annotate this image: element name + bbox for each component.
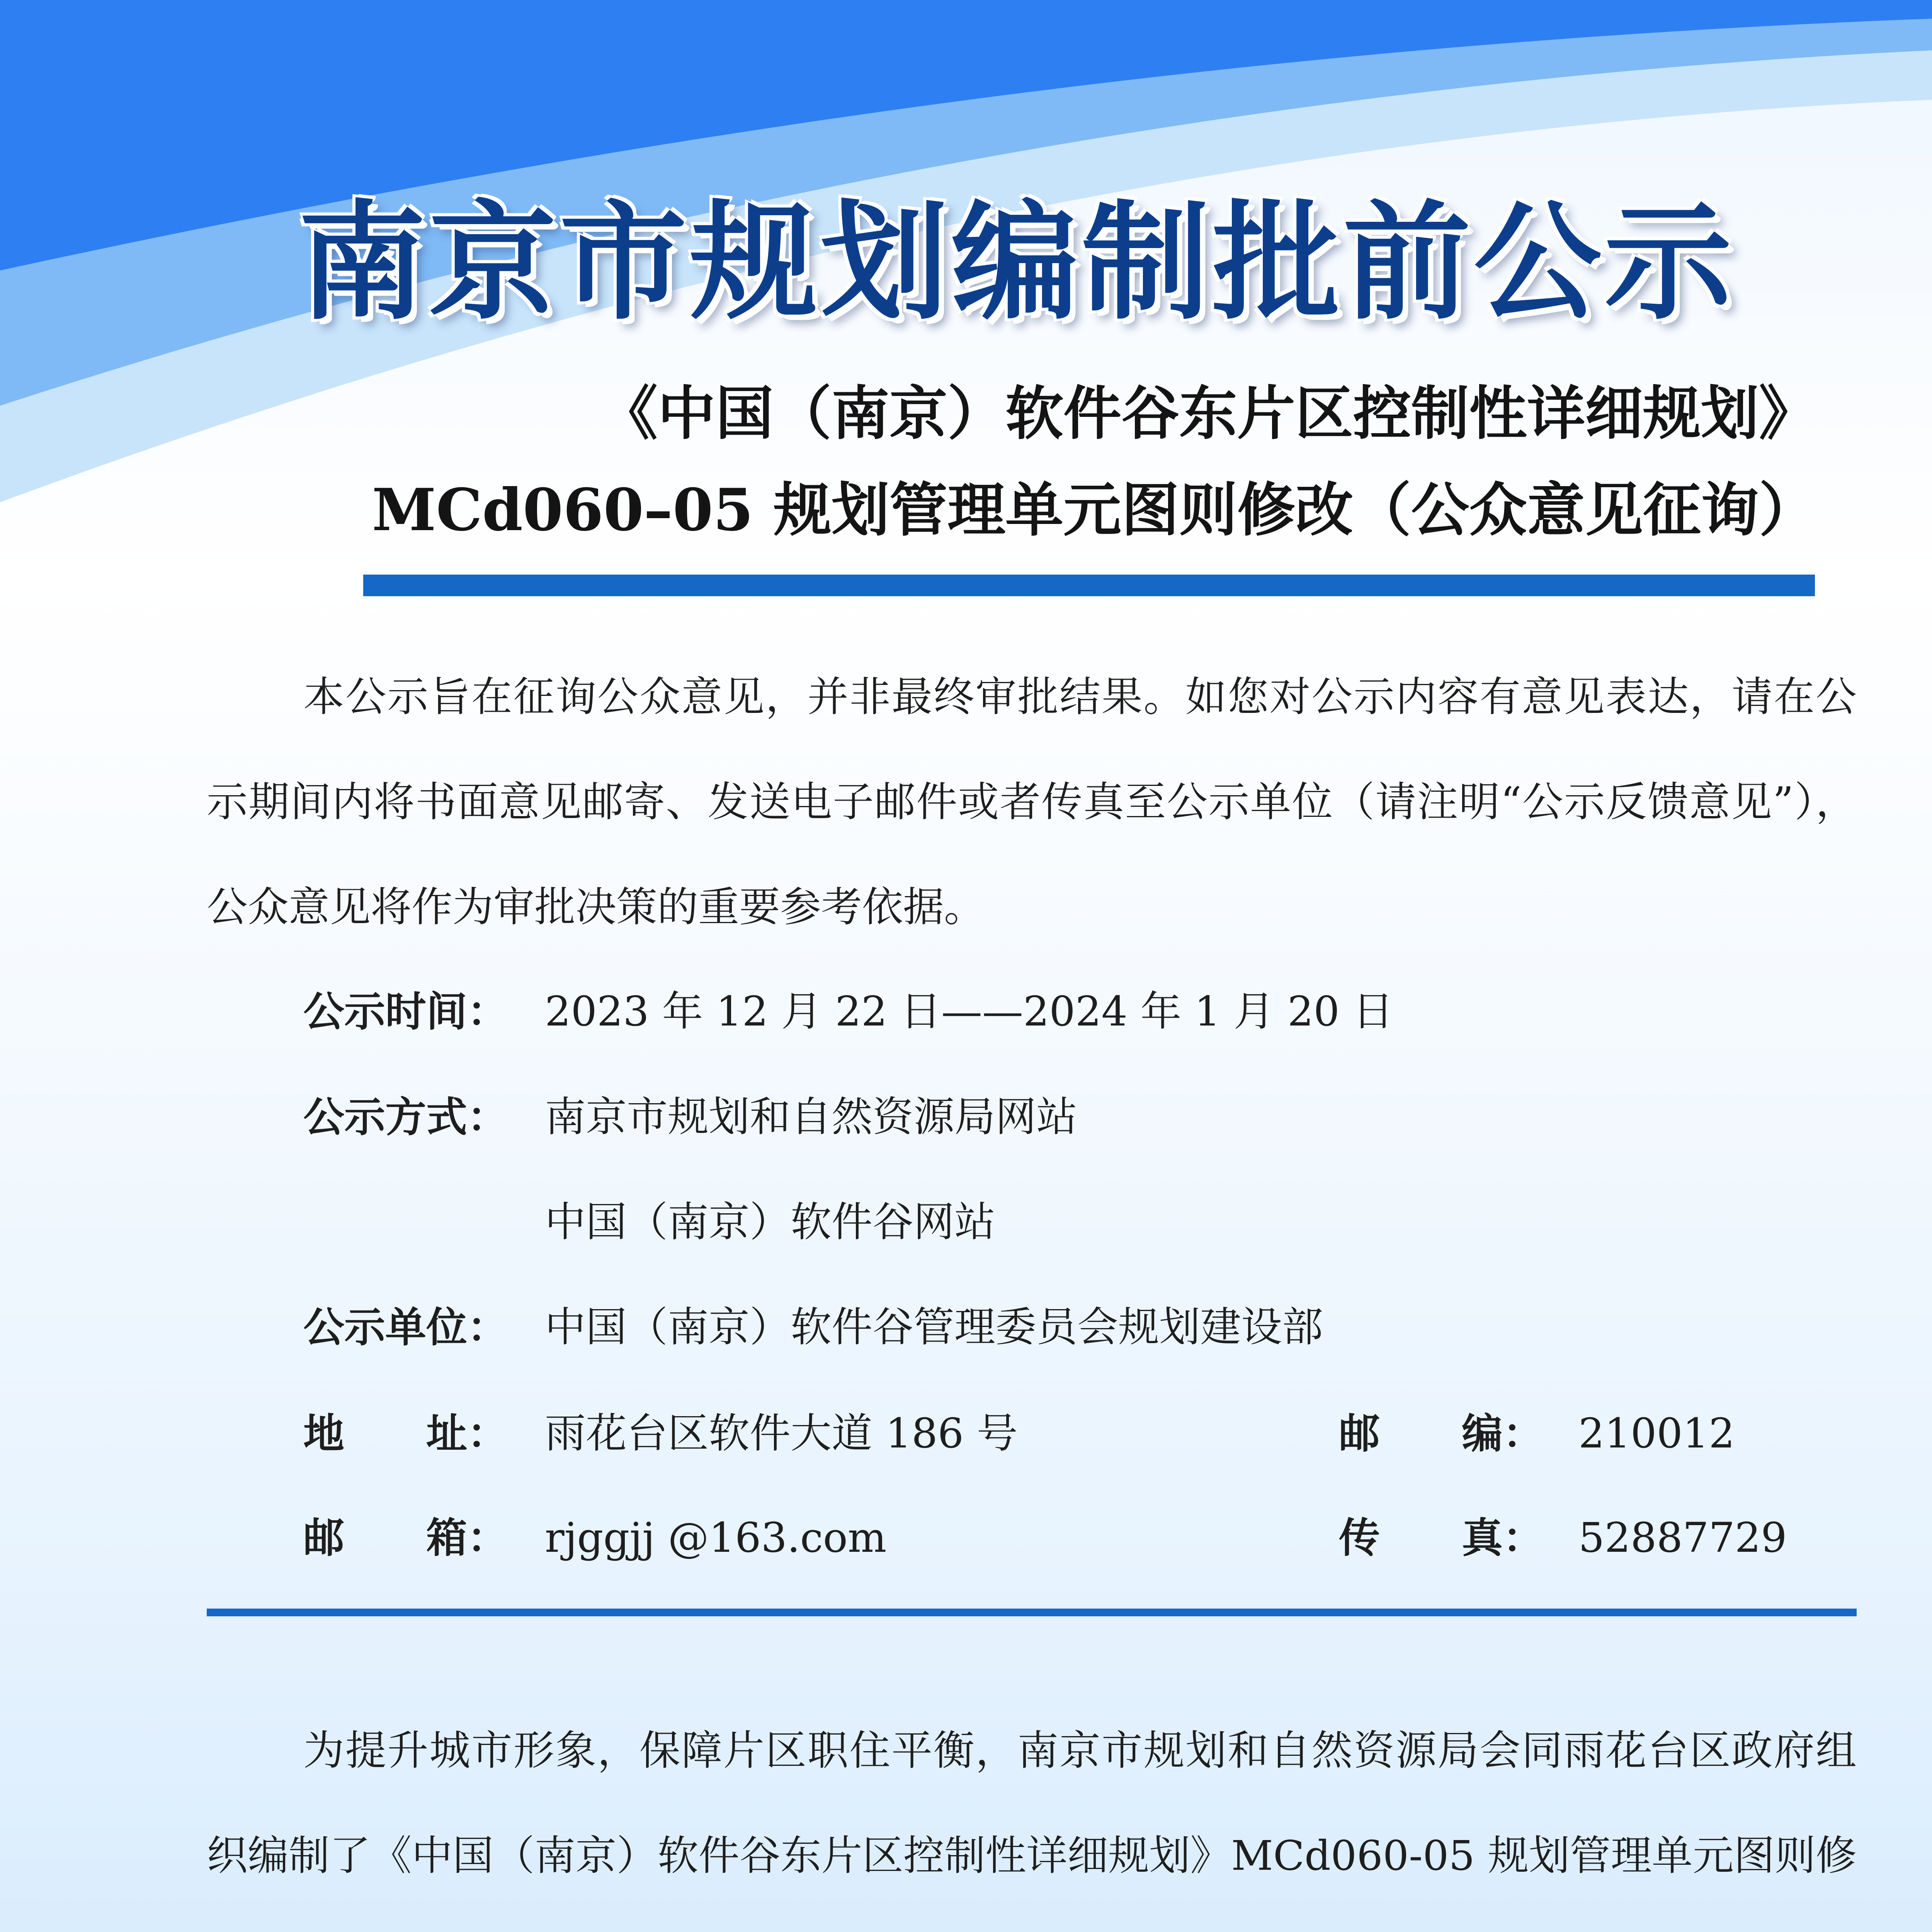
time-value: 2023 年 12 月 22 日——2024 年 1 月 20 日 xyxy=(545,988,1394,1035)
email-value: rjggjj @163.com xyxy=(545,1514,887,1561)
unit-label: 公示单位： xyxy=(303,1303,508,1351)
body-paragraph-1: 为提升城市形象，保障片区职住平衡，南京市规划和自然资源局会同雨花台区政府组织编制了《中国（南京）软件谷东片区控制性详细规划》MCd060-05 规划管理单元图则修 xyxy=(207,1727,1857,1879)
postcode-value: 210012 xyxy=(1578,1410,1735,1457)
address-value: 雨花台区软件大道 186 号 xyxy=(545,1410,1018,1457)
fax-label: 传 真： xyxy=(1339,1514,1544,1562)
postcode-label: 邮 编： xyxy=(1339,1409,1544,1458)
method-label: 公示方式： xyxy=(303,1093,508,1141)
address-label: 地 址： xyxy=(303,1409,508,1458)
method-value-2: 中国（南京）软件谷网站 xyxy=(545,1198,995,1246)
intro-paragraph: 本公示旨在征询公众意见，并非最终审批结果。如您对公示内容有意见表达，请在公示期间内将书面意见邮寄、发送电子邮件或者传真至公示单位（请注明“公示反馈意见”），公众意见将作为审批决策的重要参考依据。 xyxy=(207,673,1857,931)
section-divider xyxy=(207,1609,1857,1616)
time-label: 公示时间： xyxy=(303,987,508,1036)
method-value-1: 南京市规划和自然资源局网站 xyxy=(545,1093,1077,1141)
title-divider xyxy=(363,575,1815,596)
page-title: 南京市规划编制批前公示 xyxy=(298,189,1735,337)
plan-name: 《中国（南京）软件谷东片区控制性详细规划》 xyxy=(599,379,1817,447)
plan-unit-title: MCd060–05 规划管理单元图则修改（公众意见征询） xyxy=(372,476,1817,544)
fax-value: 52887729 xyxy=(1578,1514,1787,1561)
unit-value: 中国（南京）软件谷管理委员会规划建设部 xyxy=(545,1303,1323,1351)
email-label: 邮 箱： xyxy=(303,1514,508,1562)
